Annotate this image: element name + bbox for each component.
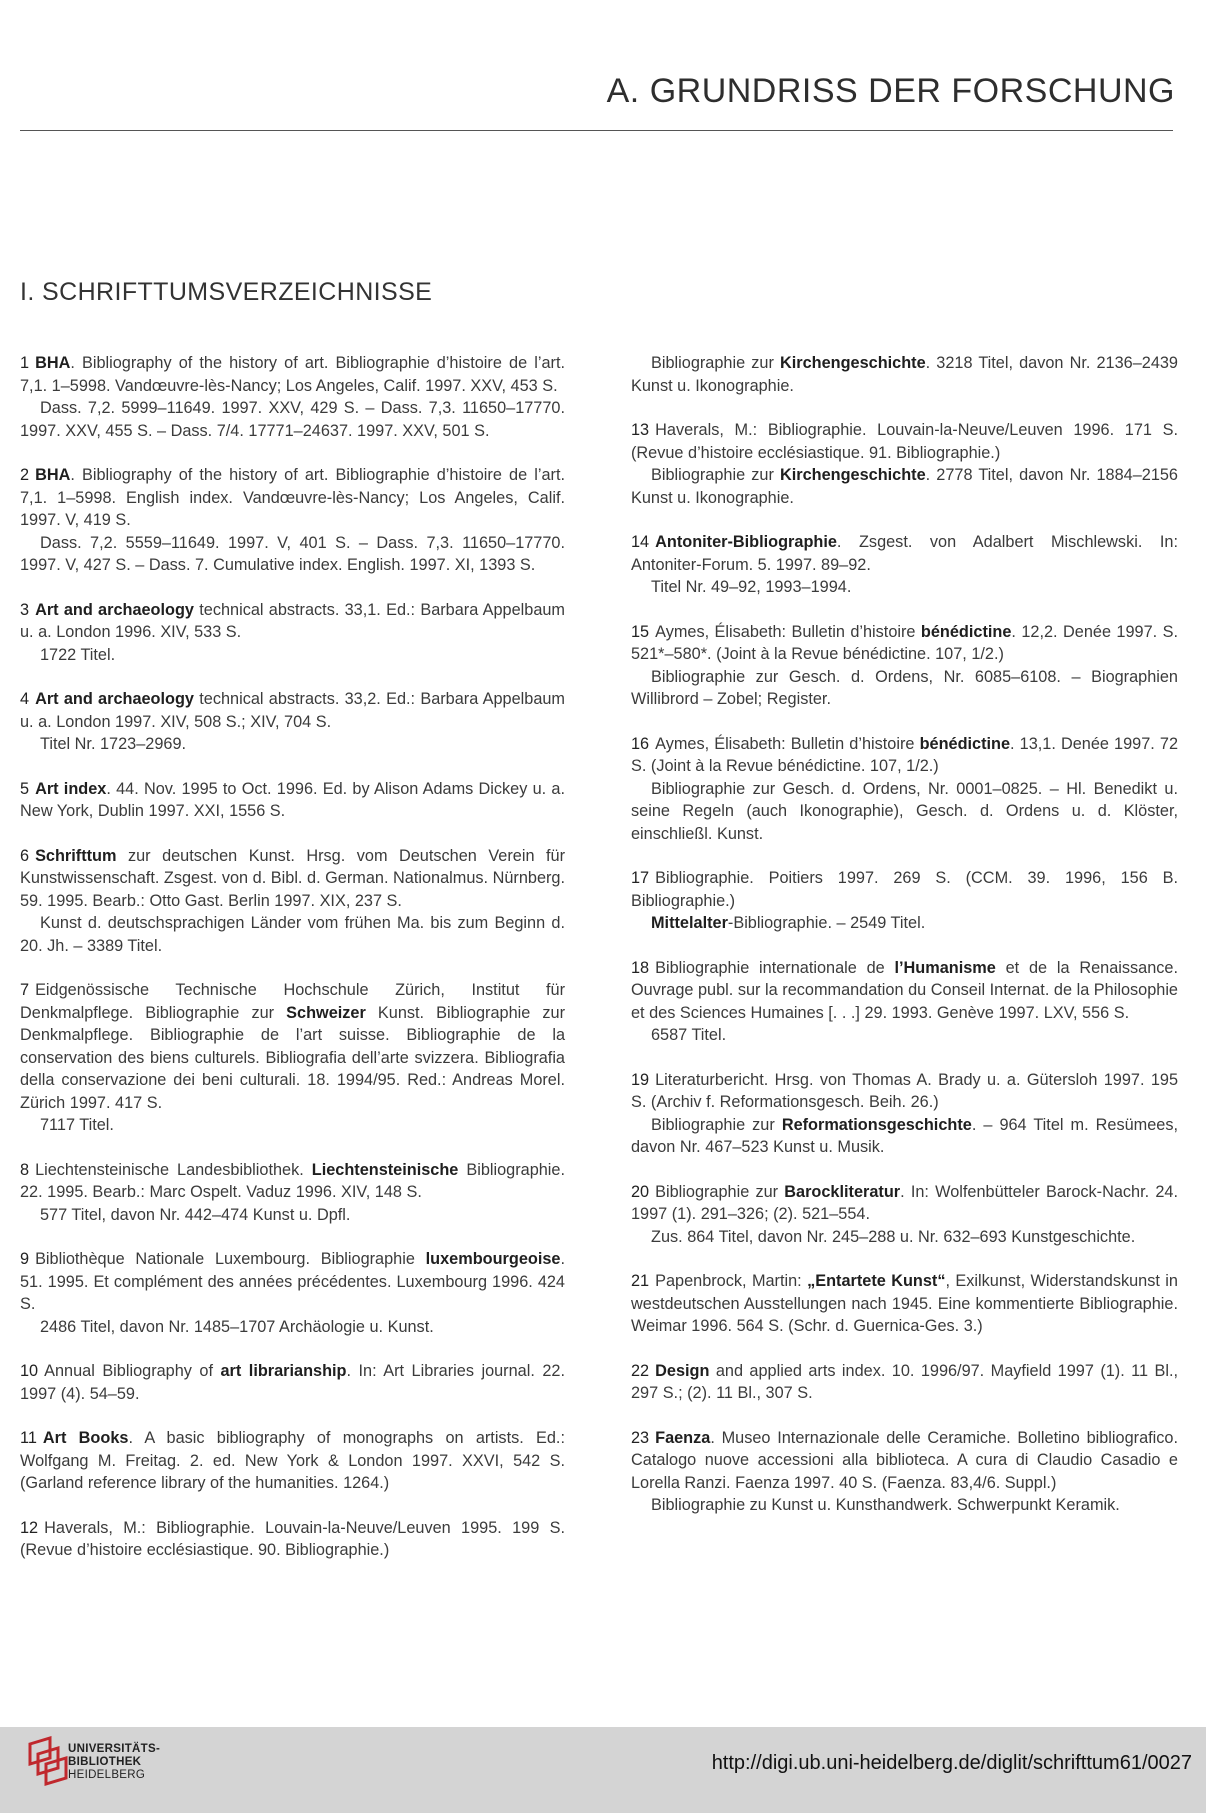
logo-line-1: UNIVERSITÄTS- (68, 1743, 161, 1755)
bibliography-entry (631, 867, 1178, 935)
keyword: Art and archaeology (35, 690, 194, 708)
right-column (631, 352, 1178, 1539)
keyword: Kirchengeschichte (779, 354, 926, 372)
bibliography-entry (20, 979, 565, 1137)
entry-annotation: 2486 Titel, davon Nr. 1485–1707 Archäologie u. Kunst. (40, 1317, 434, 1336)
keyword: Antoniter-Bibliographie (655, 533, 837, 551)
entry-text: 19 Literaturbericht. Hrsg. von Thomas A. Brady u. a. Gütersloh 1997. 195 S. (Archiv f. Reformationsgesch. Beih. 26.) (631, 1070, 1178, 1111)
entry-text: 4 Art and archaeology technical abstracts. 33,2. Ed.: Barbara Appelbaum u. a. London 1997. XIV, 508 S.; XIV, 704 S. (20, 690, 565, 731)
entry-number: 7 (20, 981, 30, 999)
bibliography-entry (631, 621, 1178, 711)
bibliography-entry (20, 599, 565, 667)
bibliography-entry (631, 352, 1178, 397)
entry-number: 9 (20, 1250, 30, 1268)
entry-text: 11 Art Books. A basic bibliography of monographs on artists. Ed.: Wolfgang M. Freitag. 2. ed. New York & London 1997. XXVI, 542 S. (Garland reference library of the humanities. 1264.) (20, 1429, 565, 1492)
entry-number: 13 (631, 421, 650, 439)
entry-text: 20 Bibliographie zur Barockliteratur. In: Wolfenbütteler Barock-Nachr. 24. 1997 (1). 291–326; (2). 521–554. (631, 1182, 1178, 1223)
bibliography-entry (20, 688, 565, 756)
entry-text: 2 BHA. Bibliography of the history of art. Bibliographie d’histoire de l’art. 7,1. 1–5998. English index. Vandœuvre-lès-Nancy; Los Angeles, Calif. 1997. V, 419 S. (20, 466, 565, 529)
entry-text: 18 Bibliographie internationale de l’Humanisme et de la Renaissance. Ouvrage publ. sur la recommandation du Conseil Internat. de la Philosophie et des Sciences Humaines [. . .] 29. 1993. Genève 1997. LXV, 556 S. (631, 958, 1179, 1022)
bibliography-entry (631, 1427, 1178, 1517)
entry-text: 10 Annual Bibliography of art librarianship. In: Art Libraries journal. 22. 1997 (4). 54–59. (20, 1362, 565, 1403)
header-rule (20, 130, 1173, 131)
bibliography-entry (20, 845, 565, 958)
bibliography-entry (631, 1181, 1178, 1249)
entry-text: 16 Aymes, Élisabeth: Bulletin d’histoire bénédictine. 13,1. Denée 1997. 72 S. (Joint à la Revue bénédictine. 107, 1/2.) (631, 734, 1178, 775)
entry-annotation: 1722 Titel. (40, 645, 116, 664)
left-column (20, 352, 565, 1584)
section-title: I. SCHRIFTTUMSVERZEICHNISSE (20, 278, 433, 306)
entry-number: 6 (20, 846, 30, 865)
keyword: Faenza (655, 1428, 711, 1447)
entry-annotation: Titel Nr. 49–92, 1993–1994. (651, 578, 852, 596)
entry-text: 15 Aymes, Élisabeth: Bulletin d’histoire bénédictine. 12,2. Denée 1997. S. 521*–580*. (Joint à la Revue bénédictine. 107, 1/2.) (631, 622, 1178, 663)
entry-annotation: Bibliographie zu Kunst u. Kunsthandwerk. Schwerpunkt Keramik. (651, 1496, 1120, 1514)
bibliography-entry (20, 1427, 565, 1495)
keyword: bénédictine (919, 734, 1011, 753)
bibliography-entry (20, 464, 565, 577)
bibliography-entry (20, 1360, 565, 1405)
logo-line-3: HEIDELBERG (68, 1769, 146, 1781)
bibliography-entry (631, 531, 1178, 599)
entry-number: 21 (631, 1272, 650, 1290)
entry-text: 13 Haverals, M.: Bibliographie. Louvain-la-Neuve/Leuven 1996. 171 S. (Revue d’histoire ecclésiastique. 91. Bibliographie.) (631, 421, 1178, 462)
entry-annotation: Dass. 7,2. 5559–11649. 1997. V, 401 S. – Dass. 7,3. 11650–17770. 1997. V, 427 S. – Dass. 7. Cumulative index. English. 1997. XI, 1393 S. (20, 533, 565, 574)
keyword: Art and archaeology (35, 600, 194, 619)
keyword: Kirchengeschichte (779, 466, 926, 484)
keyword: l’Humanisme (894, 958, 996, 977)
keyword: Liechtensteinische (311, 1160, 459, 1179)
chapter-title: A. GRUNDRISS DER FORSCHUNG (606, 72, 1175, 110)
bibliography-entry (631, 1360, 1178, 1405)
entry-number: 16 (631, 734, 650, 753)
footer-bar (0, 1727, 1206, 1813)
bibliography-entry (631, 1069, 1178, 1159)
entry-text: 8 Liechtensteinische Landesbibliothek. Liechtensteinische Bibliographie. 22. 1995. Bearb.: Marc Ospelt. Vaduz 1996. XIV, 148 S. (20, 1160, 565, 1201)
entry-annotation: Bibliographie zur Gesch. d. Ordens, Nr. 0001–0825. – Hl. Benedikt u. seine Regeln (auch Ikonographie), Gesch. d. Ordens u. d. Klöster, einschließl. Kunst. (631, 779, 1178, 843)
entry-annotation: Bibliographie zur Kirchengeschichte. 2778 Titel, davon Nr. 1884–2156 Kunst u. Ikonographie. (631, 466, 1178, 507)
entry-number: 15 (631, 622, 650, 641)
entry-text: 6 Schrifttum zur deutschen Kunst. Hrsg. vom Deutschen Verein für Kunstwissenschaft. Zsgest. von d. Bibl. d. German. Nationalmus. Nürnberg. 59. 1995. Bearb.: Otto Gast. Berlin 1997. XIX, 237 S. (20, 846, 565, 910)
entry-annotation: 6587 Titel. (651, 1026, 727, 1044)
entry-annotation: Bibliographie zur Reformationsgeschichte. – 964 Titel m. Resümees, davon Nr. 467–523 Kunst u. Musik. (631, 1115, 1178, 1156)
bibliography-entry (631, 733, 1178, 846)
bibliography-entry (20, 778, 565, 823)
entry-annotation: Dass. 7,2. 5999–11649. 1997. XXV, 429 S. – Dass. 7,3. 11650–17770. 1997. XXV, 455 S. – Dass. 7/4. 17771–24637. 1997. XXV, 501 S. (20, 399, 565, 440)
keyword: luxembourgeoise (425, 1250, 561, 1268)
source-url-link[interactable]: http://digi.ub.uni-heidelberg.de/diglit/schrifttum61/0027 (711, 1752, 1192, 1774)
bibliography-entry (631, 957, 1178, 1047)
logo-line-2: BIBLIOTHEK (68, 1756, 142, 1768)
keyword: Reformationsgeschichte (781, 1115, 972, 1134)
entry-number: 5 (20, 779, 30, 798)
bibliography-entry (631, 419, 1178, 509)
keyword: Schrifttum (35, 846, 117, 865)
entry-number: 14 (631, 533, 650, 551)
entry-text: 7 Eidgenössische Technische Hochschule Zürich, Institut für Denkmalpflege. Bibliographie zur Schweizer Kunst. Bibliographie zur Denkmalpflege. Bibliographie de l’art suisse. Bibliographie de la conservation des biens culturels. Bibliografia dell’arte svizzera. Bibliografia della conservazione dei beni culturali. 18. 1994/95. Red.: Andreas Morel. Zürich 1997. 417 S. (20, 981, 566, 1112)
keyword: Design (655, 1361, 710, 1380)
entry-number: 10 (20, 1362, 39, 1380)
entry-annotation: Kunst d. deutschsprachigen Länder vom frühen Ma. bis zum Beginn d. 20. Jh. – 3389 Titel. (20, 914, 565, 955)
entry-number: 11 (20, 1429, 37, 1447)
entry-annotation: 7117 Titel. (40, 1116, 114, 1134)
entry-number: 1 (20, 354, 30, 372)
entry-text: 14 Antoniter-Bibliographie. Zsgest. von Adalbert Mischlewski. In: Antoniter-Forum. 5. 1997. 89–92. (631, 533, 1178, 574)
keyword: bénédictine (920, 622, 1012, 641)
entry-number: 18 (631, 958, 650, 977)
keyword: Art Books (42, 1429, 129, 1447)
keyword: Mittelalter (651, 914, 728, 932)
bibliography-entry (20, 1517, 565, 1562)
keyword: Schweizer (286, 1003, 366, 1022)
entry-annotation: Zus. 864 Titel, davon Nr. 245–288 u. Nr. 632–693 Kunstgeschichte. (651, 1227, 1136, 1246)
entry-number: 3 (20, 600, 30, 619)
entry-number: 12 (20, 1518, 39, 1537)
entry-annotation: 577 Titel, davon Nr. 442–474 Kunst u. Dpfl. (40, 1205, 351, 1224)
keyword: „Entartete Kunst“ (807, 1272, 946, 1290)
entry-text: 21 Papenbrock, Martin: „Entartete Kunst“, Exilkunst, Widerstandskunst in westdeutschen Ausstellungen nach 1945. Eine kommentierte Bibliographie. Weimar 1996. 564 S. (Schr. d. Guernica-Ges. 3.) (631, 1272, 1178, 1335)
keyword: art librarianship (220, 1362, 347, 1380)
keyword: BHA (35, 354, 71, 372)
entry-number: 4 (20, 690, 30, 708)
entry-text: 23 Faenza. Museo Internazionale delle Ceramiche. Bolletino bibliografico. Catalogo nuove accessioni alla biblioteca. A cura di Claudio Casadio e Lorella Ranzi. Faenza 1997. 40 S. (Faenza. 83,4/6. Suppl.) (631, 1428, 1178, 1492)
keyword: Art index (35, 779, 107, 798)
entry-annotation: Bibliographie zur Kirchengeschichte. 3218 Titel, davon Nr. 2136–2439 Kunst u. Ikonographie. (631, 354, 1178, 395)
keyword: Barockliteratur (784, 1182, 901, 1201)
entry-number: 22 (631, 1361, 650, 1380)
keyword: BHA (35, 466, 71, 484)
entry-text: 9 Bibliothèque Nationale Luxembourg. Bibliographie luxembourgeoise. 51. 1995. Et complément des années précédentes. Luxembourg 1996. 424 S. (20, 1250, 565, 1313)
entry-number: 8 (20, 1160, 30, 1179)
entry-text: 1 BHA. Bibliography of the history of art. Bibliographie d’histoire de l’art. 7,1. 1–5998. Vandœuvre-lès-Nancy; Los Angeles, Calif. 1997. XXV, 453 S. (20, 354, 565, 395)
entry-number: 23 (631, 1428, 650, 1447)
entry-number: 19 (631, 1070, 650, 1089)
entry-text: 22 Design and applied arts index. 10. 1996/97. Mayfield 1997 (1). 11 Bl., 297 S.; (2). 11 Bl., 307 S. (631, 1361, 1178, 1402)
bibliography-entry (20, 1248, 565, 1338)
entry-number: 20 (631, 1182, 650, 1201)
bibliography-entry (20, 352, 565, 442)
entry-annotation: Titel Nr. 1723–2969. (40, 735, 187, 753)
entry-annotation: Mittelalter-Bibliographie. – 2549 Titel. (651, 914, 926, 932)
bibliography-entry (20, 1159, 565, 1227)
entry-number: 2 (20, 466, 30, 484)
library-name (68, 1743, 160, 1782)
entry-annotation: Bibliographie zur Gesch. d. Ordens, Nr. 6085–6108. – Biographien Willibrord – Zobel; Register. (631, 667, 1178, 708)
bibliography-entry (631, 1270, 1178, 1338)
entry-text: 12 Haverals, M.: Bibliographie. Louvain-la-Neuve/Leuven 1995. 199 S. (Revue d’histoire ecclésiastique. 90. Bibliographie.) (20, 1518, 565, 1559)
entry-text: 17 Bibliographie. Poitiers 1997. 269 S. (CCM. 39. 1996, 156 B. Bibliographie.) (631, 869, 1178, 910)
entry-text: 3 Art and archaeology technical abstracts. 33,1. Ed.: Barbara Appelbaum u. a. London 1996. XIV, 533 S. (20, 600, 565, 641)
entry-text: 5 Art index. 44. Nov. 1995 to Oct. 1996. Ed. by Alison Adams Dickey u. a. New York, Dublin 1997. XXI, 1556 S. (20, 779, 565, 820)
entry-number: 17 (631, 869, 650, 887)
